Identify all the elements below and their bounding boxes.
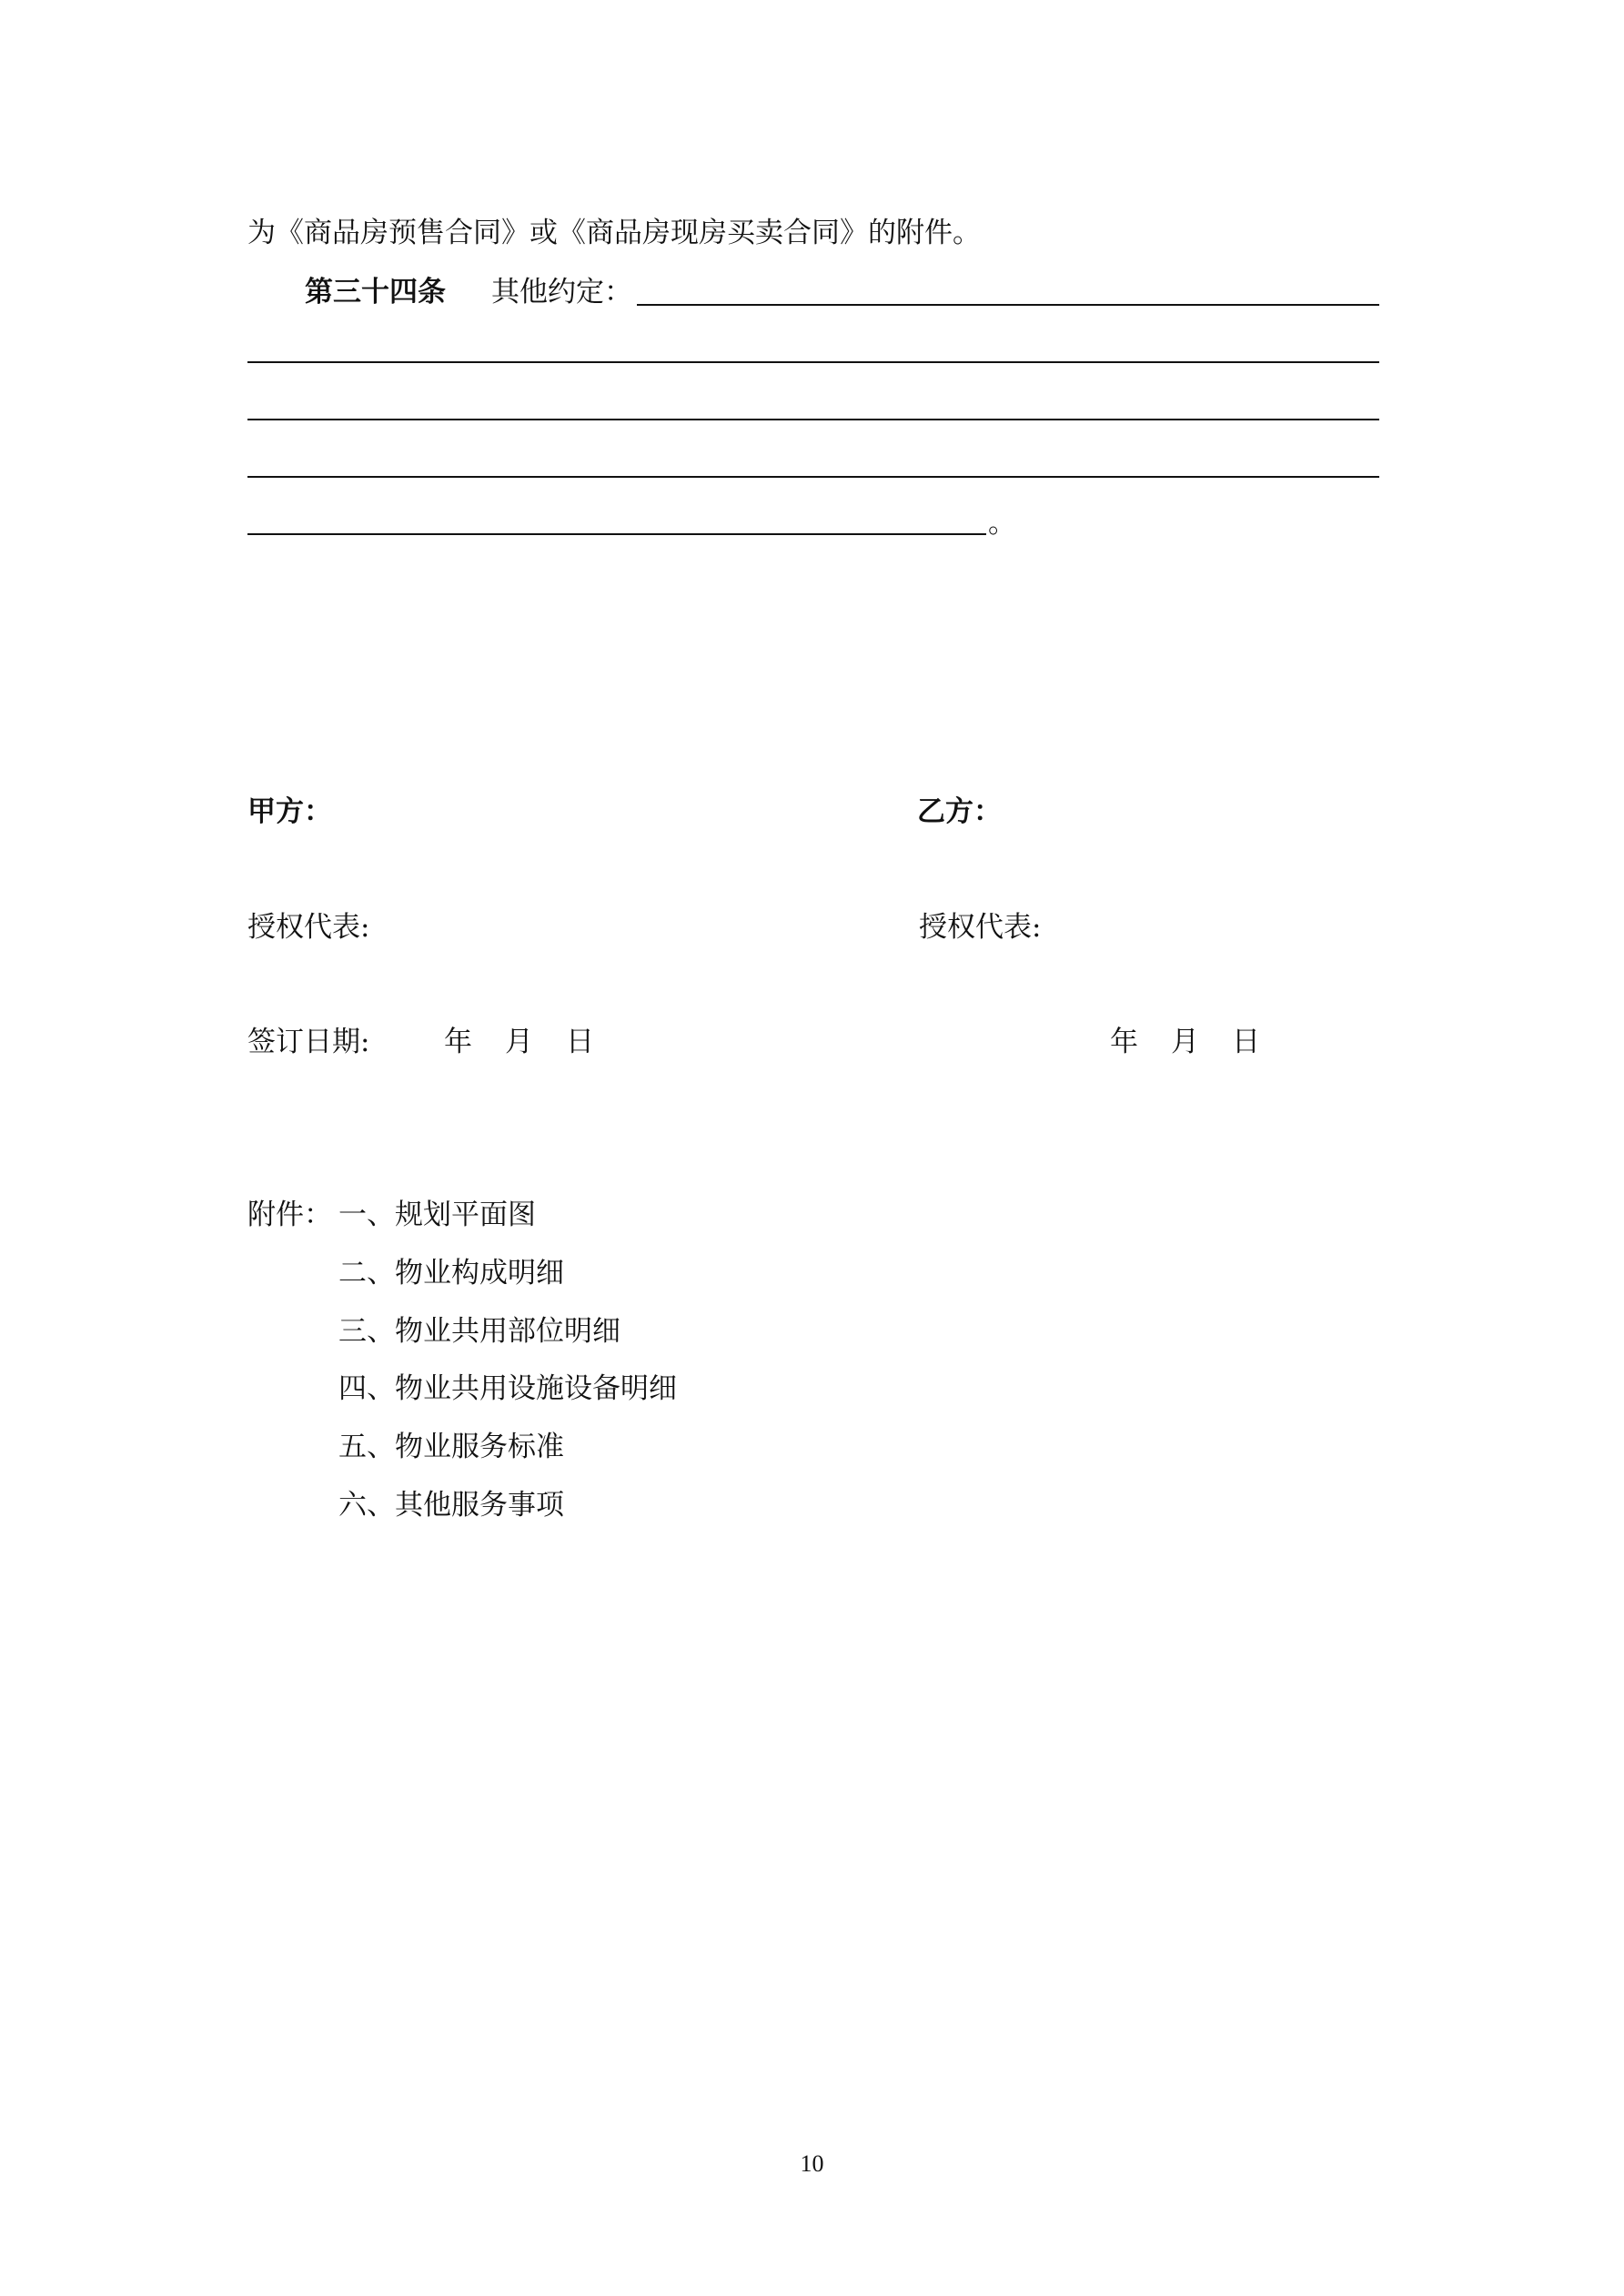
party-b-rep-label: 授权代表:: [919, 911, 1042, 944]
party-a-label: 甲方：: [247, 795, 332, 828]
other-terms-blank-line-2[interactable]: [247, 361, 1379, 363]
party-b-date-month: 月: [1171, 1026, 1199, 1058]
attachment-item: 六、其他服务事项: [338, 1489, 564, 1522]
attachment-item: 五、物业服务标准: [338, 1431, 564, 1463]
party-a-date-day: 日: [566, 1026, 594, 1058]
signing-date-label: 签订日期:: [247, 1026, 370, 1058]
party-b-date-year: 年: [1110, 1026, 1138, 1058]
page-number: 10: [800, 2150, 824, 2177]
other-terms-blank-line-4[interactable]: [247, 476, 1379, 478]
attachment-item: 二、物业构成明细: [338, 1257, 564, 1290]
other-terms-blank-line-1[interactable]: [637, 304, 1379, 306]
article-34-number: 第三十四条: [305, 276, 446, 308]
party-a-date-year: 年: [444, 1026, 472, 1058]
attachment-item: 四、物业共用设施设备明细: [338, 1372, 677, 1405]
attachment-item: 三、物业共用部位明细: [338, 1315, 620, 1348]
party-b-date-day: 日: [1232, 1026, 1260, 1058]
party-b-label: 乙方：: [917, 795, 1002, 828]
party-a-rep-label: 授权代表:: [247, 911, 370, 944]
party-a-date-month: 月: [505, 1026, 533, 1058]
attachments-label: 附件：: [247, 1199, 332, 1231]
continuation-line: 为《商品房预售合同》或《商品房现房买卖合同》的附件。: [247, 217, 981, 249]
other-terms-blank-line-3[interactable]: [247, 419, 1379, 420]
article-34-end-mark: 。: [988, 507, 1016, 540]
article-34-label: 其他约定：: [491, 276, 632, 308]
attachment-item: 一、规划平面图: [338, 1199, 536, 1231]
other-terms-blank-line-5[interactable]: [247, 533, 986, 535]
